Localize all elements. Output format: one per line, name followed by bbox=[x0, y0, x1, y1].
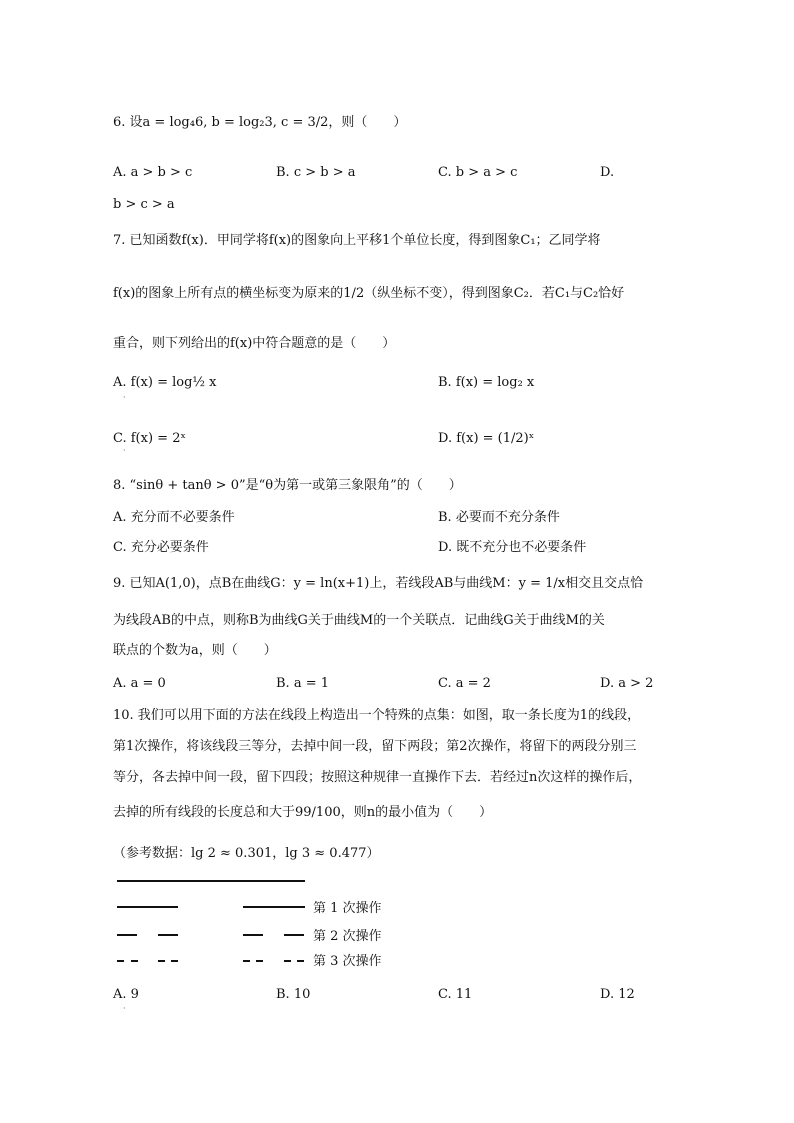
segment-step3 bbox=[117, 960, 124, 962]
q6-option-c[interactable]: C. b > a > c bbox=[438, 165, 518, 180]
q9-option-d[interactable]: D. a > 2 bbox=[600, 676, 654, 691]
figure-label-step1: 第 1 次操作 bbox=[313, 901, 382, 916]
q9-option-c[interactable]: C. a = 2 bbox=[438, 676, 491, 691]
segment-step1-left bbox=[117, 906, 178, 908]
q8-option-b[interactable]: B. 必要而不充分条件 bbox=[438, 510, 560, 525]
q6-option-b[interactable]: B. c > b > a bbox=[276, 165, 356, 180]
segment-step2 bbox=[243, 934, 263, 936]
q10-option-c[interactable]: C. 11 bbox=[438, 987, 473, 1002]
q8-option-c[interactable]: C. 充分必要条件 bbox=[113, 540, 209, 555]
q7-stem-line1: 7. 已知函数f(x)．甲同学将f(x)的图象向上平移1个单位长度，得到图象C₁；乙同学将 bbox=[113, 233, 601, 248]
q10-reference-data: （参考数据：lg 2 ≈ 0.301，lg 3 ≈ 0.477） bbox=[113, 846, 380, 861]
q7-option-a[interactable]: A. f(x) = log½ x bbox=[113, 375, 217, 390]
q7-stem-line2: f(x)的图象上所有点的横坐标变为原来的1/2（纵坐标不变），得到图象C₂．若C₁与C₂恰好 bbox=[113, 286, 625, 301]
q7-stem-line3: 重合，则下列给出的f(x)中符合题意的是（ ） bbox=[113, 336, 396, 351]
q9-stem-line1: 9. 已知A(1,0)，点B在曲线G：y = ln(x+1)上，若线段AB与曲线M：y = 1/x相交且交点恰 bbox=[113, 576, 644, 591]
segment-step1-right bbox=[243, 906, 305, 908]
segment-step2 bbox=[158, 934, 178, 936]
q9-option-b[interactable]: B. a = 1 bbox=[276, 676, 329, 691]
segment-step3 bbox=[131, 960, 138, 962]
q9-stem-line3: 联点的个数为a，则（ ） bbox=[113, 643, 277, 658]
q10-stem-line2: 第1次操作，将该线段三等分，去掉中间一段，留下两段；第2次操作，将留下的两段分别三 bbox=[113, 739, 637, 754]
segment-step3 bbox=[256, 960, 263, 962]
figure-label-step2: 第 2 次操作 bbox=[313, 929, 382, 944]
segment-step3 bbox=[297, 960, 304, 962]
segment-step3 bbox=[243, 960, 250, 962]
figure-label-step3: 第 3 次操作 bbox=[313, 954, 382, 969]
q6-option-a[interactable]: A. a > b > c bbox=[113, 165, 193, 180]
q10-stem-line1: 10. 我们可以用下面的方法在线段上构造出一个特殊的点集：如图，取一条长度为1的线段， bbox=[113, 708, 641, 723]
q7-option-b[interactable]: B. f(x) = log₂ x bbox=[438, 375, 535, 390]
q6-stem: 6. 设a = log₄6, b = log₂3, c = 3/2，则（ ） bbox=[113, 115, 407, 130]
q7-option-c[interactable]: C. f(x) = 2ˣ bbox=[113, 431, 186, 446]
q10-stem-line4: 去掉的所有线段的长度总和大于99/100，则n的最小值为（ ） bbox=[113, 805, 493, 820]
q6-option-d-content: b > c > a bbox=[113, 197, 175, 212]
segment-original bbox=[117, 880, 305, 882]
q8-option-d[interactable]: D. 既不充分也不必要条件 bbox=[438, 540, 587, 555]
q10-option-a[interactable]: A. 9 bbox=[113, 987, 139, 1002]
q7-option-d[interactable]: D. f(x) = (1/2)ˣ bbox=[438, 431, 535, 446]
q10-option-b[interactable]: B. 10 bbox=[276, 987, 311, 1002]
segment-step3 bbox=[158, 960, 165, 962]
q10-stem-line3: 等分，各去掉中间一段，留下四段；按照这种规律一直操作下去．若经过n次这样的操作后， bbox=[113, 770, 642, 785]
segment-step2 bbox=[117, 934, 137, 936]
segment-step2 bbox=[284, 934, 304, 936]
option-marker-dot: · bbox=[123, 393, 126, 402]
q8-option-a[interactable]: A. 充分而不必要条件 bbox=[113, 510, 235, 525]
segment-step3 bbox=[284, 960, 291, 962]
option-marker-dot: · bbox=[123, 446, 126, 455]
segment-step3 bbox=[171, 960, 178, 962]
q9-option-a[interactable]: A. a = 0 bbox=[113, 676, 166, 691]
q9-stem-line2: 为线段AB的中点，则称B为曲线G关于曲线M的一个关联点．记曲线G关于曲线M的关 bbox=[113, 613, 605, 628]
q6-option-d[interactable]: D. bbox=[600, 165, 615, 180]
option-marker-dot: · bbox=[123, 1004, 126, 1013]
q10-option-d[interactable]: D. 12 bbox=[600, 987, 635, 1002]
q8-stem: 8. “sinθ + tanθ > 0”是“θ为第一或第三象限角”的（ ） bbox=[113, 478, 462, 493]
